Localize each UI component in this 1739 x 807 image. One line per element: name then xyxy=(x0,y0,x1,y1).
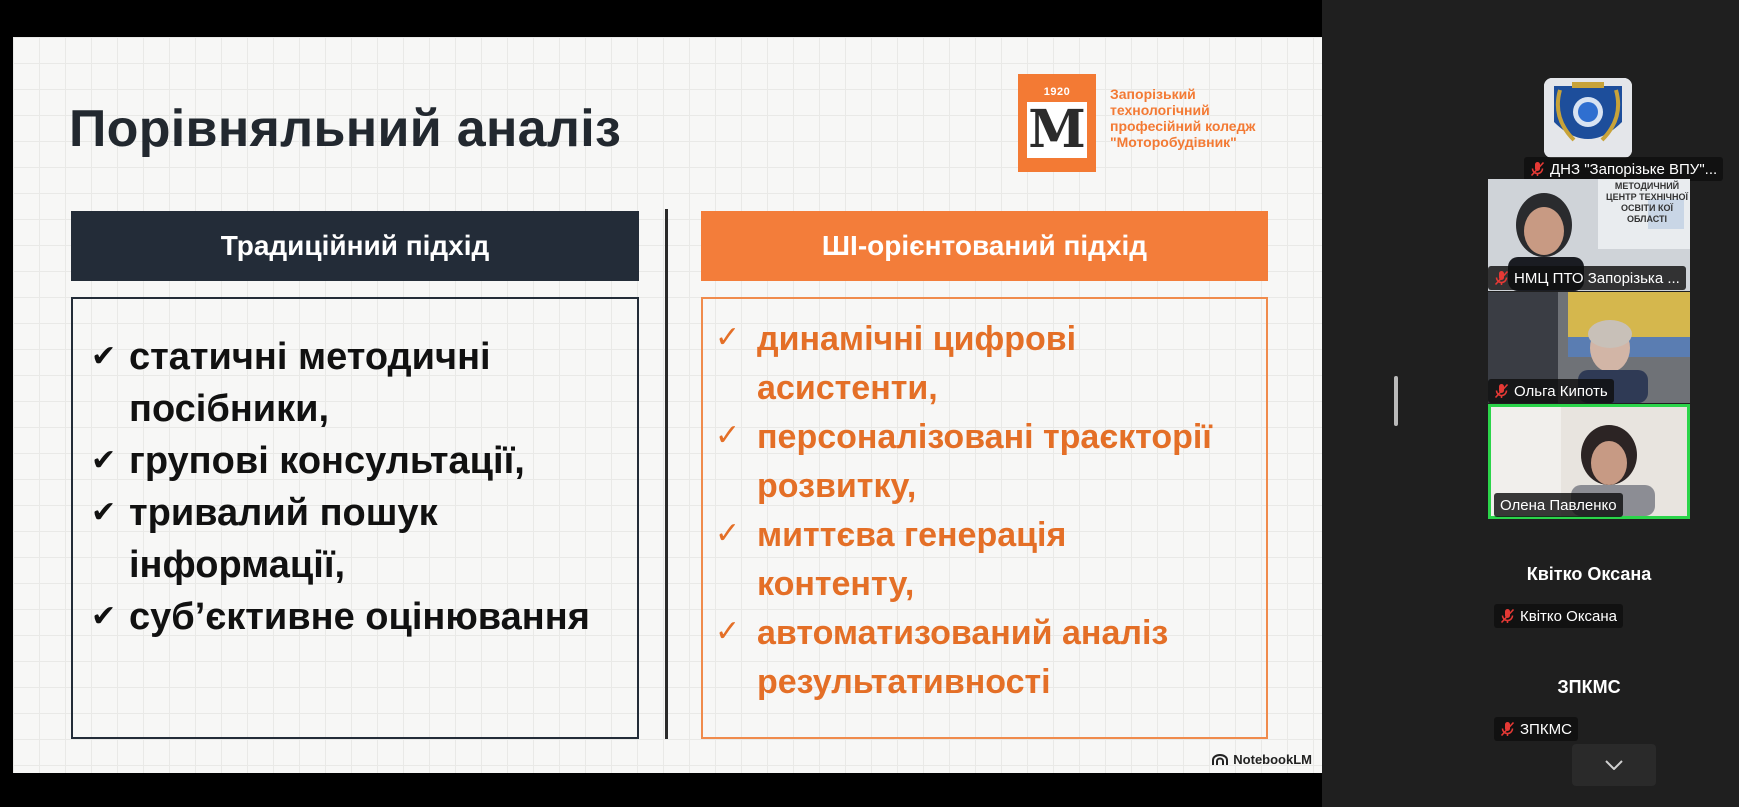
slide-title: Порівняльний аналіз xyxy=(69,100,622,158)
mic-off-icon xyxy=(1494,383,1509,399)
logo-line: "Моторобудівник" xyxy=(1110,134,1237,150)
checkmark-icon: ✔ xyxy=(91,339,117,374)
list-item xyxy=(91,435,637,487)
item-line: асистенти, xyxy=(757,369,938,407)
participant-name: ДНЗ "Запорізьке ВПУ"... xyxy=(1550,160,1718,178)
participants-panel xyxy=(1322,0,1739,807)
checkmark-icon: ✓ xyxy=(715,614,741,649)
school-emblem-icon xyxy=(1544,78,1632,158)
participant-name: ЗПКМС xyxy=(1520,720,1572,738)
item-line: суб’єктивне оцінювання xyxy=(129,596,590,638)
panel-resize-handle[interactable] xyxy=(1394,376,1398,426)
presentation-slide xyxy=(13,37,1322,773)
item-line: групові консультації, xyxy=(129,440,525,482)
logo-year: 1920 xyxy=(1043,86,1071,98)
participant-name-tag xyxy=(1524,157,1723,181)
item-line: тривалий пошук xyxy=(129,492,438,534)
list-item xyxy=(715,413,1266,511)
checkmark-icon: ✓ xyxy=(715,516,741,551)
participant-name-tag xyxy=(1488,266,1686,290)
mic-off-icon xyxy=(1530,161,1545,177)
participant-name: НМЦ ПТО Запорізька ... xyxy=(1514,269,1680,287)
participant-name-tag xyxy=(1488,379,1614,403)
checkmark-icon: ✓ xyxy=(715,418,741,453)
ai-approach-header: ШІ-орієнтований підхід xyxy=(701,211,1268,281)
chevron-down-icon xyxy=(1605,760,1623,770)
list-item xyxy=(715,511,1266,609)
scroll-down-button[interactable] xyxy=(1572,744,1656,786)
checkmark-icon: ✔ xyxy=(91,443,117,478)
list-item xyxy=(91,331,637,435)
notebooklm-label: NotebookLM xyxy=(1233,752,1312,767)
college-logo xyxy=(1018,74,1278,174)
participant-name: Ольга Кипоть xyxy=(1514,382,1608,400)
item-line: автоматизований аналіз xyxy=(757,614,1169,652)
column-divider xyxy=(665,209,668,739)
list-item xyxy=(715,609,1266,707)
logo-mark xyxy=(1018,74,1096,172)
list-item xyxy=(715,315,1266,413)
mic-off-icon xyxy=(1500,608,1515,624)
traditional-approach-header: Традиційний підхід xyxy=(71,211,639,281)
logo-text xyxy=(1110,86,1290,150)
item-line: персоналізовані траєкторії xyxy=(757,418,1212,456)
item-line: посібники, xyxy=(129,388,330,430)
ai-approach-box xyxy=(701,297,1268,739)
item-line: миттєва генерація xyxy=(757,516,1067,554)
notebooklm-watermark xyxy=(1212,752,1312,767)
participant-avatar[interactable] xyxy=(1544,78,1632,158)
logo-letter: M xyxy=(1028,99,1086,160)
item-line: динамічні цифрові xyxy=(757,320,1077,358)
logo-line: технологічний xyxy=(1110,102,1210,118)
traditional-approach-box xyxy=(71,297,639,739)
item-line: результативності xyxy=(757,663,1051,701)
participant-name: Олена Павленко xyxy=(1500,496,1617,514)
participant-heading: Квітко Оксана xyxy=(1526,564,1652,584)
participant-name-tag[interactable] xyxy=(1494,717,1578,741)
participant-name: Квітко Оксана xyxy=(1520,607,1618,625)
item-line: статичні методичні xyxy=(129,336,491,378)
participant-name-tag xyxy=(1494,493,1623,517)
mic-off-icon xyxy=(1494,270,1509,286)
participant-name-tag[interactable] xyxy=(1494,604,1623,628)
participant-heading: ЗПКМС xyxy=(1557,677,1621,697)
logo-letter-box xyxy=(1027,99,1087,160)
logo-line: професійний коледж xyxy=(1110,118,1256,134)
item-line: контенту, xyxy=(757,565,915,603)
logo-line: Запорізький xyxy=(1110,86,1196,102)
item-line: розвитку, xyxy=(757,467,917,505)
checkmark-icon: ✓ xyxy=(715,320,741,355)
notebooklm-icon xyxy=(1212,754,1228,766)
list-item xyxy=(91,487,637,591)
checkmark-icon: ✔ xyxy=(91,599,117,634)
mic-off-icon xyxy=(1500,721,1515,737)
list-item xyxy=(91,591,637,643)
background-banner-text: МЕТОДИЧНИЙ ЦЕНТР ТЕХНІЧНОЇ ОСВІТИ КОЇ ОБЛАСТІ xyxy=(1606,181,1688,224)
checkmark-icon: ✔ xyxy=(91,495,117,530)
item-line: інформації, xyxy=(129,544,346,586)
